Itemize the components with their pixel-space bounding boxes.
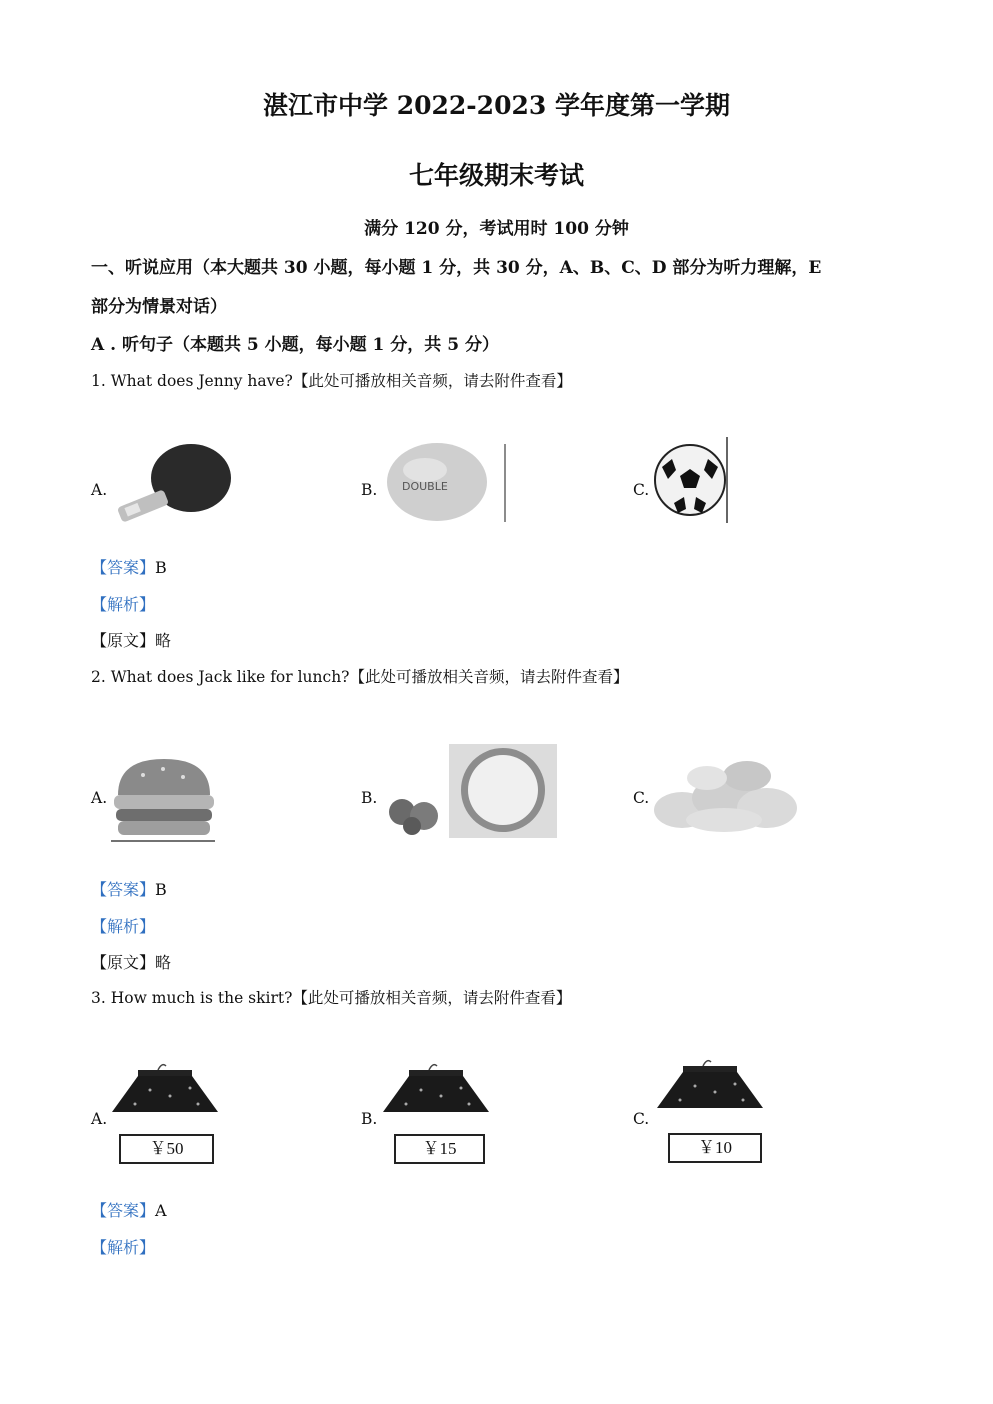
answer-value: A — [155, 1201, 167, 1220]
original-value: 略 — [155, 953, 172, 972]
q2-original — [91, 950, 171, 973]
q1-option-c-label: C. — [633, 481, 650, 499]
question-2-text: 2. What does Jack like for lunch?【此处可播放相关音频，请去附件查看】 — [91, 668, 629, 686]
part-a-heading: A . 听句子（本题共 5 小题，每小题 1 分，共 5 分） — [91, 335, 499, 355]
svg-text:DOUBLE: DOUBLE — [402, 480, 448, 493]
q2-option-c-label: C. — [633, 789, 650, 807]
ping-pong-paddle-image — [113, 440, 235, 528]
q1-original — [91, 628, 171, 651]
q2-analysis-tag: 【解析】 — [91, 917, 156, 936]
q3-answer — [91, 1198, 167, 1221]
skirt-image — [655, 1056, 767, 1114]
answer-value: B — [155, 558, 167, 577]
section-heading-cont: 部分为情景对话） — [91, 297, 227, 317]
q3-option-b-label: B. — [361, 1110, 378, 1128]
soccer-ball-image — [654, 437, 734, 525]
q2-option-a-label: A. — [91, 789, 108, 807]
price-tag: ￥50 — [119, 1134, 214, 1164]
answer-tag: 【答案】 — [91, 880, 156, 899]
rice-and-vegetables-image — [382, 744, 558, 840]
q1-option-a-label: A. — [91, 481, 108, 499]
answer-tag: 【答案】 — [91, 1201, 156, 1220]
exam-score-time: 满分 120 分，考试用时 100 分钟 — [364, 219, 629, 239]
exam-title: 湛江市中学 2022-2023 学年度第一学期 — [263, 91, 730, 120]
skirt-image — [381, 1060, 491, 1118]
hamburger-image — [108, 755, 220, 845]
answer-tag: 【答案】 — [91, 558, 156, 577]
q3-analysis-tag: 【解析】 — [91, 1238, 156, 1257]
original-tag: 【原文】 — [91, 631, 156, 650]
question-3-text: 3. How much is the skirt?【此处可播放相关音频，请去附件查看】 — [91, 989, 572, 1007]
price-tag: ￥10 — [668, 1133, 762, 1163]
q1-answer — [91, 555, 167, 578]
section-heading: 一、听说应用（本大题共 30 小题，每小题 1 分，共 30 分，A、B、C、D 部分为听力理解，E — [91, 258, 822, 278]
q1-option-b-label: B. — [361, 481, 378, 499]
skirt-image — [110, 1060, 220, 1118]
original-value: 略 — [155, 631, 172, 650]
q3-option-a-label: A. — [91, 1110, 108, 1128]
question-1-text: 1. What does Jenny have?【此处可播放相关音频，请去附件查看】 — [91, 372, 572, 390]
q2-answer — [91, 877, 167, 900]
q3-option-c-label: C. — [633, 1110, 650, 1128]
exam-subtitle-grade: 七年级期末考试 — [408, 161, 584, 190]
price-tag: ￥15 — [394, 1134, 485, 1164]
original-tag: 【原文】 — [91, 953, 156, 972]
q1-analysis-tag: 【解析】 — [91, 595, 156, 614]
ping-pong-ball-image — [380, 442, 510, 524]
q2-option-b-label: B. — [361, 789, 378, 807]
answer-value: B — [155, 880, 167, 899]
potato-chips-image — [652, 748, 798, 834]
